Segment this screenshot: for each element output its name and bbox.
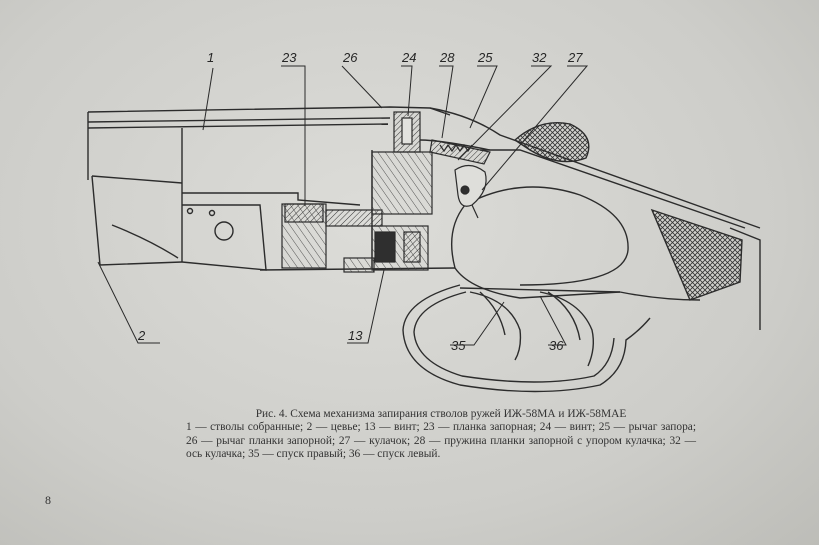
callout-35: 35 (451, 338, 466, 353)
callout-23: 23 (282, 50, 297, 65)
callout-25: 25 (478, 50, 493, 65)
callout-27: 27 (568, 50, 583, 65)
figure-caption (186, 408, 696, 462)
callout-13: 13 (348, 328, 363, 343)
caption-legend: 1 — стволы собранные; 2 — цевье; 13 — винт; 23 — планка запорная; 24 — винт; 25 — рычаг запора; 26 — рычаг планки запорной; 27 — кулачок; 28 — пружина планки запорной с упором кулачка; 32 — ось кулачка; 35 — спуск правый; 36 — спуск левый. (186, 421, 696, 461)
callout-32: 32 (532, 50, 547, 65)
trigger-guard (403, 285, 650, 392)
callout-36: 36 (549, 338, 564, 353)
forend (92, 176, 266, 270)
top-lever (515, 123, 589, 162)
callout-28: 28 (440, 50, 455, 65)
callout-2: 2 (138, 328, 146, 343)
callout-labels (137, 50, 583, 353)
callout-26: 26 (343, 50, 358, 65)
stock-grip (620, 210, 760, 330)
callout-24: 24 (402, 50, 417, 65)
caption-title: Рис. 4. Схема механизма запирания стволов ружей ИЖ-58МА и ИЖ-58МАЕ (255, 408, 627, 420)
cam-and-spring (430, 140, 490, 218)
callout-1: 1 (207, 50, 215, 65)
page-number: 8 (45, 493, 51, 507)
